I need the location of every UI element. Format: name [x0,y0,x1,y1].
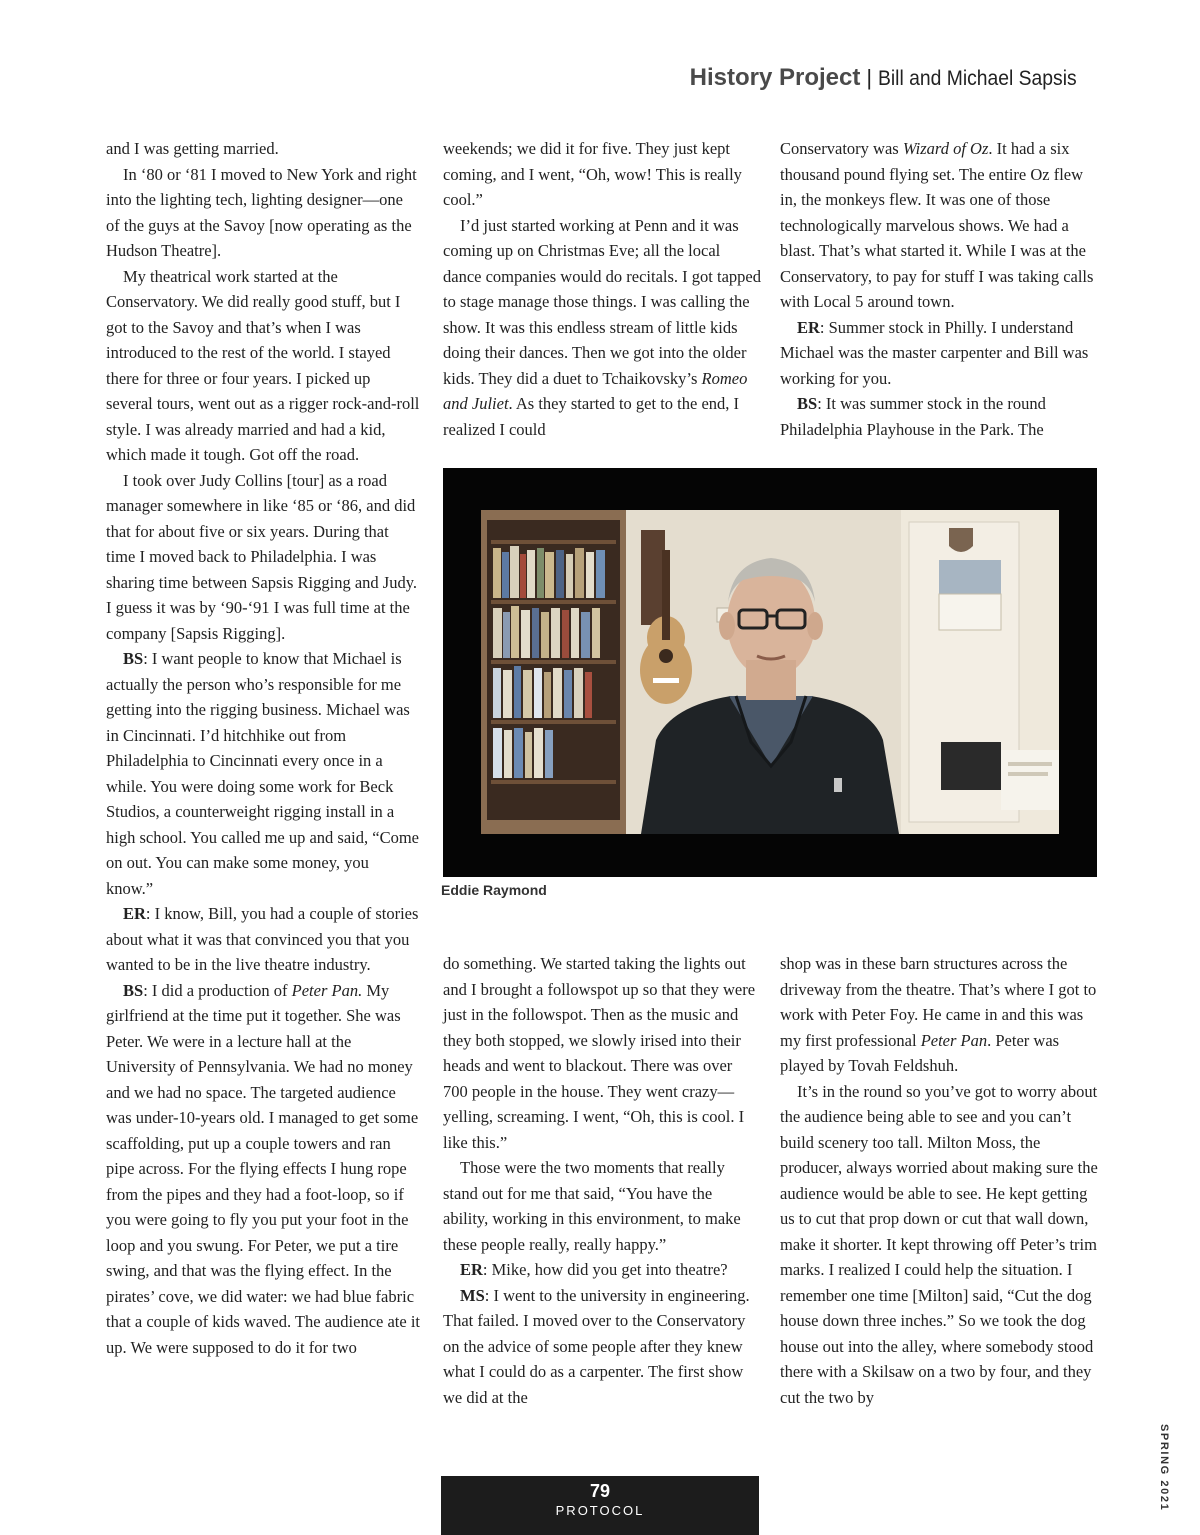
column-3-top [780,136,1098,442]
column-2-bottom [443,951,761,1410]
paragraph: It’s in the round so you’ve got to worry about the audience being able to see and you can’t build scenery too tall. Milton Moss, the producer, always worried about making sure the audience would be able to see. He kept getting us to cut that prop down or cut that wall down, make it shorter. It kept throwing off Peter’s trim marks. I realized I could help the situation. I remember one time [Milton] said, “Cut the dog house down three inches.” So we took the dog house out into the alley, where somebody stood there with a Skilsaw on a two by four, and they cut the two by [780,1081,1098,1407]
italic-title: Peter Pan. [291,980,363,1000]
paragraph: and I was getting married. [106,139,279,158]
paragraph-text: : Summer stock in Philly. I understand Michael was the master carpenter and Bill was working for you. [780,317,1089,388]
paragraph [780,951,1098,1079]
magazine-name: PROTOCOL [555,1503,645,1518]
page-header [690,64,1094,92]
paragraph: do something. We started taking the lights out and I brought a followspot up so that they were just in the followspot. Then as the music and they both stopped, we slowly irised into their heads and went to blackout. There was over 700 people in the house. They went crazy—yelling, screaming. I went, “Oh, this is cool. I like this.” [443,954,756,1152]
speaker-label: BS [123,649,144,668]
header-separator: | [866,65,873,90]
paragraph [106,901,420,978]
paragraph [443,213,761,443]
paragraph: Those were the two moments that really stand out for me that said, “You have the ability, working in this environment, to make these people really, really happy.” [443,1158,741,1254]
paragraph-text: : I did a production of [143,980,292,1000]
paragraph: My theatrical work started at the Conservatory. We did really good stuff, but I got to the Savoy and that’s when I was introduced to the rest of the world. I stayed there for three or four years. I picked up several tours, went out as a rigger rock-and-roll style. I was already married and had a kid, which made it tough. Got off the road. [106,266,420,464]
paragraph [780,315,1098,392]
paragraph: In ‘80 or ‘81 I moved to New York and right into the lighting tech, lighting designer—one of the guys at the Savoy [now operating as the Hudson Theatre]. [106,164,417,260]
paragraph-text: . It had a six thousand pound flying set. The entire Oz flew in, the monkeys flew. It was one of those technologically marvelous shows. We had a blast. That’s what started it. While I was at the Conservatory, to pay for stuff I was taking calls with Local 5 around town. [780,139,1094,311]
italic-title: Peter Pan [920,1030,988,1050]
photo-caption: Eddie Raymond [441,882,547,898]
paragraph-text: Conservatory was [780,139,903,158]
speaker-label: ER [797,317,820,337]
paragraph [780,391,1098,442]
column-3-bottom [780,951,1098,1410]
section-title: History Project [689,64,861,91]
page-footer [441,1476,759,1535]
speaker-label: ER [123,904,146,923]
paragraph [443,1283,761,1411]
interview-photo [443,468,1097,877]
portrait-illustration [481,510,1059,834]
paragraph-text: : I went to the university in engineering. That failed. I moved over to the Conservatory on the advice of some people after they knew what I could do as a carpenter. The first show we did at the [443,1285,750,1407]
speaker-label: ER [460,1260,483,1279]
article-subject: Bill and Michael Sapsis [878,67,1077,90]
paragraph [106,978,420,1361]
video-call-frame [481,510,1059,834]
paragraph-text: : Mike, how did you get into theatre? [482,1260,728,1279]
column-1 [106,136,420,1360]
speaker-label: BS [123,980,144,1000]
paragraph-text: : I know, Bill, you had a couple of stories about what it was that convinced you that you wanted to be in the live theatre industry. [106,904,419,974]
italic-title: Wizard of Oz [902,139,989,158]
paragraph-text: : I want people to know that Michael is actually the person who’s responsible for me getting into the rigging business. Michael was in Cincinnati. I’d hitchhike out from Philadelphia to Cincinnati every once in a while. You were doing some work for Beck Studios, a counterweight rigging install in a high school. You called me up and said, “Come on out. You can make some money, you know.” [106,649,420,898]
paragraph-text: . Peter was played by Tovah Feldshuh. [780,1030,1060,1075]
paragraph: I took over Judy Collins [tour] as a road manager somewhere in like ‘85 or ‘86, and did that for about five or six years. During that time I moved back to Philadelphia. I was sharing time between Sapsis Rigging and Judy. I guess it was by ‘90-‘91 I was full time at the company [Sapsis Rigging]. [106,470,418,643]
speaker-label: BS [797,394,818,413]
italic-title: Romeo and Juliet [443,368,748,413]
paragraph [443,1257,761,1283]
paragraph-text: : It was summer stock in the round Philadelphia Playhouse in the Park. The [780,394,1046,439]
paragraph-text: My girlfriend at the time put it together. She was Peter. We were in a lecture hall at the University of Pennsylvania. We had no money and we had no space. The targeted audience was under-10-years old. I managed to get some scaffolding, put up a couple towers and ran pipe across. For the flying effects I hung rope from the pipes and they had a foot-loop, so if you were going to fly you put your foot in the loop and you swung. For Peter, we put a tire swing, and that was the flying effect. In the pirates’ cove, we did water: we had blue fabric that a couple of kids waved. The audience ate it up. We were supposed to do it for two [106,980,420,1357]
column-2-top [443,136,761,442]
paragraph-text: . As they started to get to the end, I realized I could [443,394,740,439]
page-number: 79 [589,1481,611,1501]
paragraph-text: shop was in these barn structures across the driveway from the theatre. That’s where I got to work with Peter Foy. He came in and this was my first professional [780,954,1097,1050]
paragraph-text: I’d just started working at Penn and it was coming up on Christmas Eve; all the local dance companies would do recitals. I got tapped to stage manage those things. I was calling the show. It was this endless stream of little kids doing their dances. Then we got into the older kids. They did a duet to Tchaikovsky’s [443,215,761,388]
speaker-label: MS [460,1285,485,1305]
paragraph: weekends; we did it for five. They just kept coming, and I went, “Oh, wow! This is really cool.” [443,139,742,209]
issue-label: SPRING 2021 [1158,1424,1170,1512]
paragraph [106,646,420,901]
paragraph [780,136,1098,315]
